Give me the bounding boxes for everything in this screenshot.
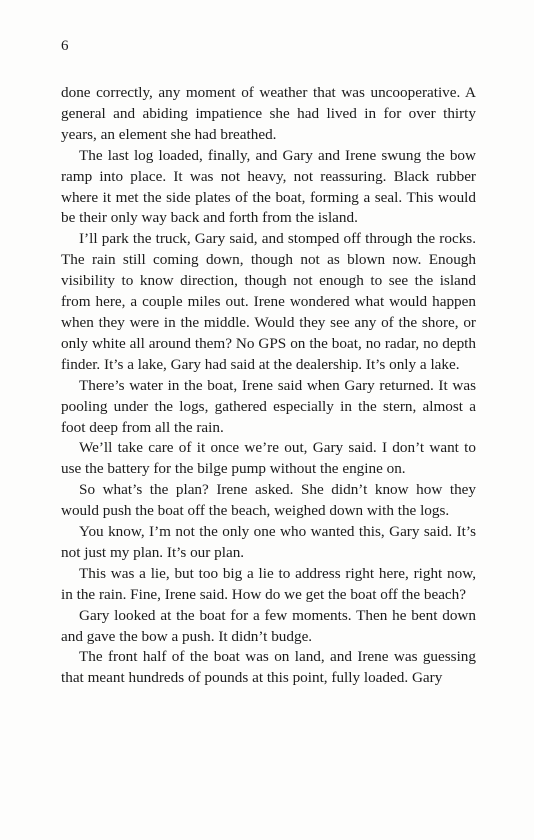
paragraph: This was a lie, but too big a lie to address right here, right now, in the rain. Fine, Irene said. How do we get the boat off the beach? bbox=[61, 564, 476, 603]
body-text bbox=[61, 83, 476, 689]
paragraph: I’ll park the truck, Gary said, and stomped off through the rocks. The rain still coming down, though not as blown now. Enough visibility to know direction, though not enough to see the island from here, a couple miles out. Irene wondered what would happen when they were in the middle. Would they see any of the shore, or only white all around them? No GPS on the boat, no radar, no depth finder. It’s a lake, Gary had said at the dealership. It’s only a lake. bbox=[61, 230, 476, 373]
paragraph: The front half of the boat was on land, and Irene was guessing that meant hundreds of pounds at this point, fully loaded. Gary bbox=[61, 648, 476, 687]
paragraph: done correctly, any moment of weather that was uncooperative. A general and abiding impatience she had lived in for over thirty years, an element she had breathed. bbox=[61, 84, 476, 143]
paragraph: There’s water in the boat, Irene said when Gary returned. It was pooling under the logs, gathered especially in the stern, almost a foot deep from all the rain. bbox=[61, 376, 476, 436]
paragraph: You know, I’m not the only one who wanted this, Gary said. It’s not just my plan. It’s our plan. bbox=[61, 523, 476, 561]
paragraph: Gary looked at the boat for a few moments. Then he bent down and gave the bow a push. It didn’t budge. bbox=[61, 606, 476, 645]
paragraph: The last log loaded, finally, and Gary and Irene swung the bow ramp into place. It was not heavy, not reassuring. Black rubber where it met the side plates of the boat, forming a seal. This would be their only way back and forth from the island. bbox=[61, 146, 476, 227]
paragraph: So what’s the plan? Irene asked. She didn’t know how they would push the boat off the beach, weighed down with the logs. bbox=[61, 481, 476, 520]
paragraph: We’ll take care of it once we’re out, Gary said. I don’t want to use the battery for the bilge pump without the engine on. bbox=[61, 439, 476, 478]
page-number: 6 bbox=[61, 38, 69, 54]
